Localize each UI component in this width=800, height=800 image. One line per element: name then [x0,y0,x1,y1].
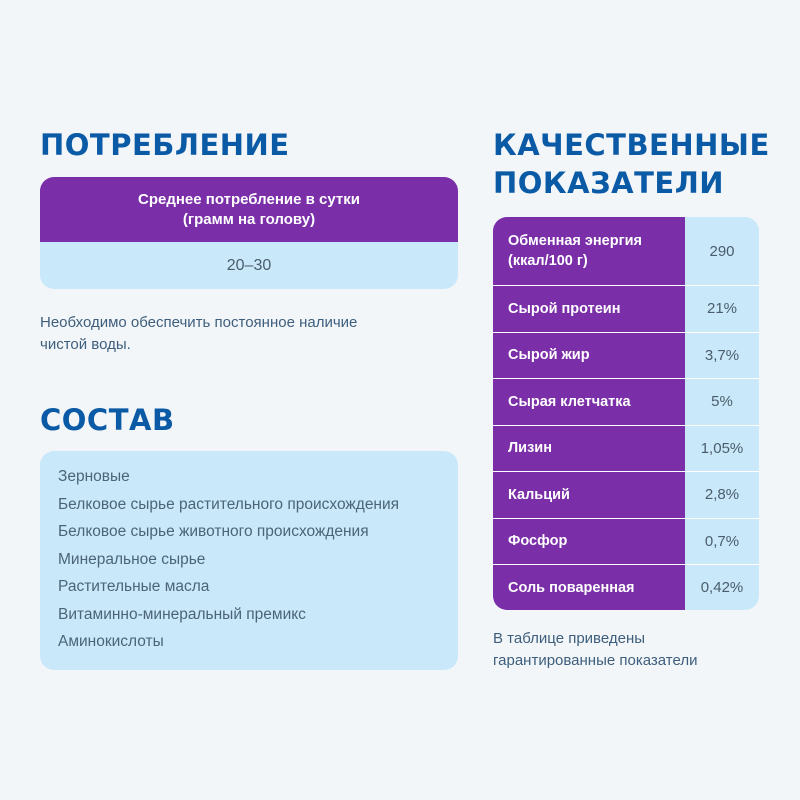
quality-row-protein [493,285,759,332]
quality-label: Обменная энергия (ккал/100 г) [493,217,685,285]
composition-item: Витаминно-минеральный премикс [58,605,306,623]
quality-heading [493,126,770,202]
quality-label: Сырой жир [493,333,685,379]
water-note: Необходимо обеспечить постоянное наличие чистой воды. [40,314,358,353]
quality-value: 1,05% [685,426,759,472]
quality-value: 290 [685,217,759,285]
quality-table [493,217,759,610]
composition-item: Растительные масла [58,578,210,595]
quality-value: 21% [685,286,759,332]
composition-list [40,451,458,670]
quality-label: Кальций [493,472,685,518]
consumption-table [40,177,458,289]
quality-value: 0,7% [685,519,759,565]
quality-row-salt [493,564,759,610]
quality-row-fiber [493,378,759,425]
consumption-table-header: Среднее потребление в сутки (грамм на голову) [40,177,458,242]
quality-row-phosphorus [493,518,759,565]
quality-label: Соль поваренная [493,565,685,610]
table-note: В таблице приведены гарантированные показатели [493,630,698,669]
quality-label: Фосфор [493,519,685,565]
composition-item: Белковое сырье животного происхождения [58,523,369,540]
composition-item: Минеральное сырье [58,550,206,568]
quality-value: 0,42% [685,565,759,610]
quality-row-calcium [493,471,759,518]
quality-row-energy [493,217,759,285]
quality-value: 2,8% [685,472,759,518]
consumption-heading: ПОТРЕБЛЕНИЕ [40,128,290,162]
quality-label: Сырой протеин [493,286,685,332]
quality-value: 5% [685,379,759,425]
quality-label: Лизин [493,426,685,472]
quality-row-lysine [493,425,759,472]
quality-value: 3,7% [685,333,759,379]
quality-heading-line1: КАЧЕСТВЕННЫЕ [493,128,770,162]
composition-heading: СОСТАВ [40,403,175,437]
composition-item: Белковое сырье растительного происхождения [58,495,400,513]
composition-item: Аминокислоты [58,633,164,650]
quality-label: Сырая клетчатка [493,379,685,425]
quality-row-fat [493,332,759,379]
composition-item: Зерновые [58,468,130,485]
quality-heading-line2: ПОКАЗАТЕЛИ [493,166,725,200]
consumption-table-value: 20–30 [40,242,458,289]
